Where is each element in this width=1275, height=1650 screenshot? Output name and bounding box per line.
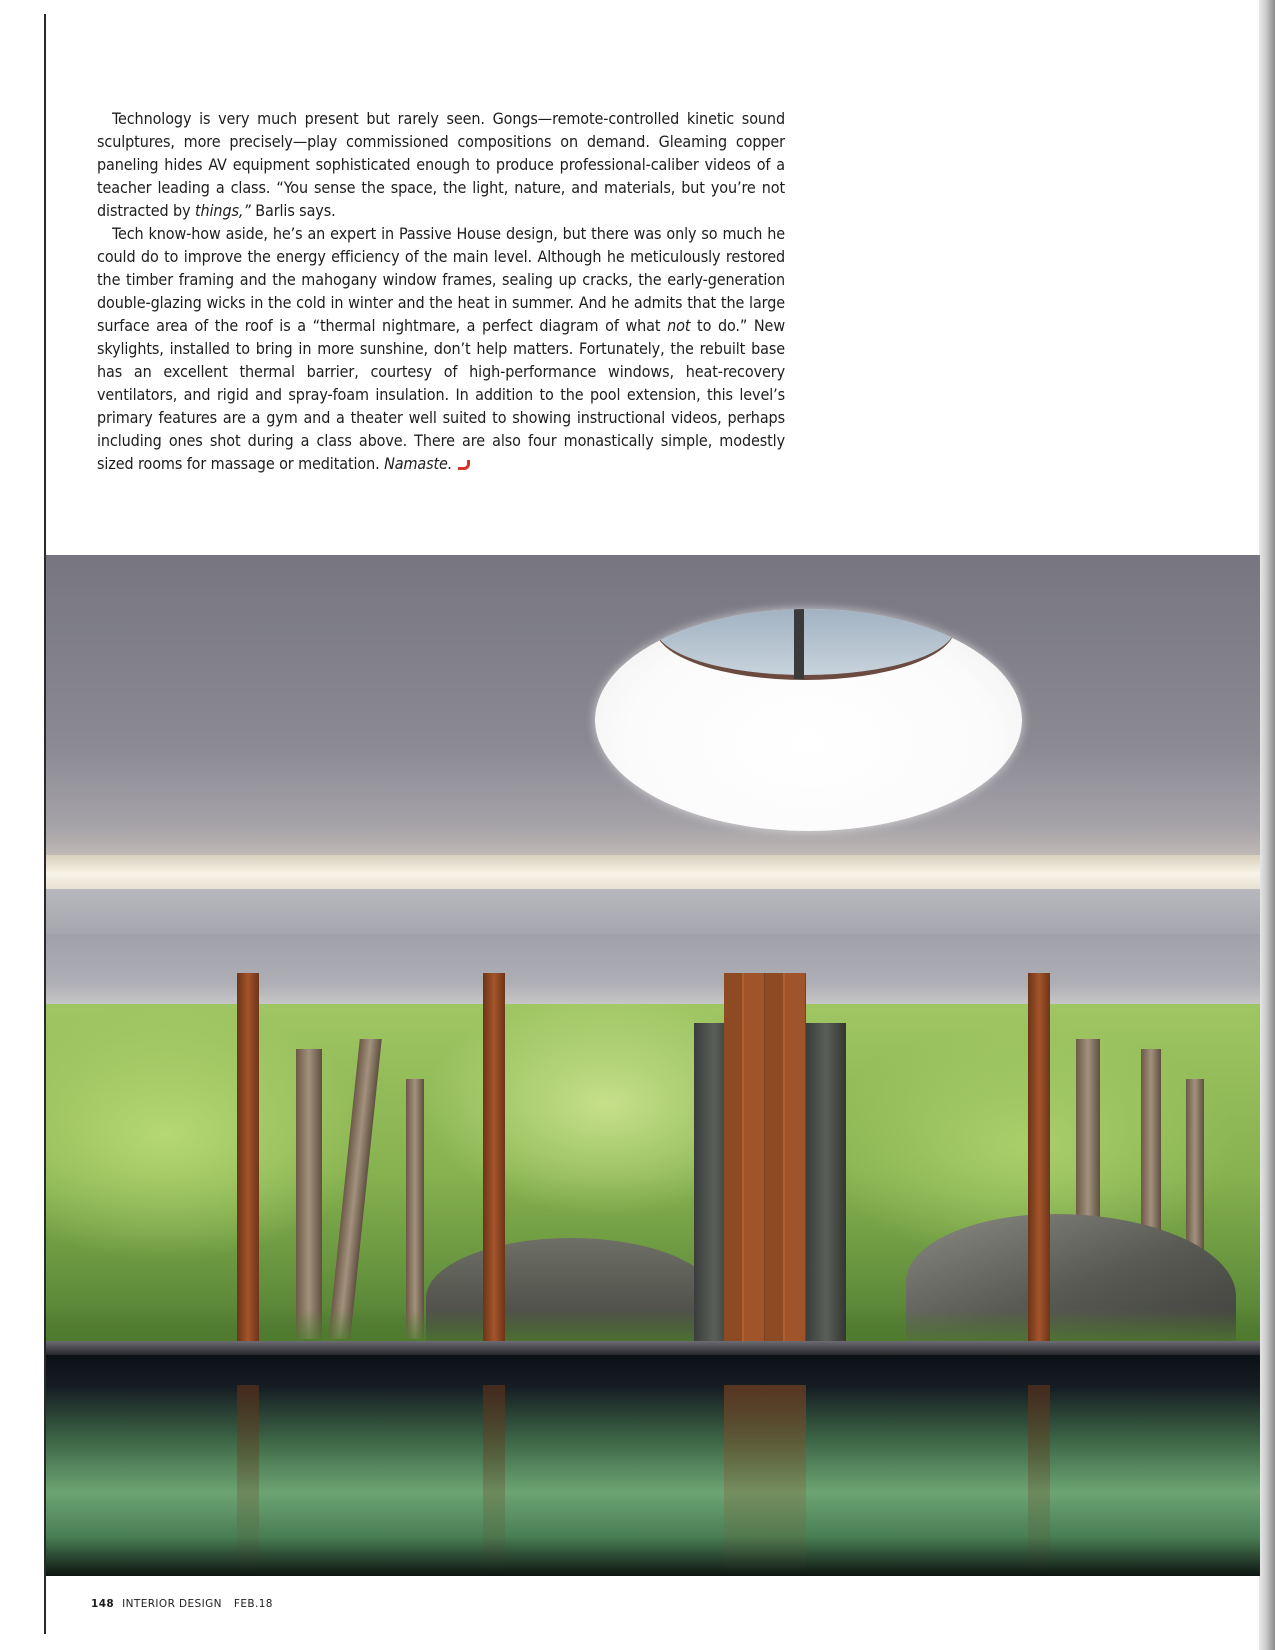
text-run: Tech know-how aside, he’s an expert in Passive House design, but there was only so much he could do to improve the energy efficiency of the main level. Although he meticulously restored the timber framing and the mahogany window frames, sealing up cracks, the early-generation double-glazing wicks in the cold in winter and the heat in summer. And he admits that the large surface area of the roof is a “thermal nightmare, a perfect diagram of what: [97, 224, 785, 335]
post-reflection: [237, 1385, 259, 1575]
pool-water: [46, 1355, 1260, 1576]
wood-clad-column: [724, 973, 806, 1345]
magazine-name: INTERIOR DESIGN: [122, 1598, 222, 1610]
skylight-mullion: [794, 609, 804, 679]
text-run-italic: things,”: [194, 201, 251, 220]
issue-date: FEB.18: [233, 1598, 273, 1610]
skylight-glass: [655, 609, 955, 680]
wood-window-post: [1028, 973, 1050, 1343]
text-run: to do.” New skylights, installed to bring in more sunshine, don’t help matters. Fortunately, the rebuilt base has an excellent thermal barrier, courtesy of high-performance windows, heat-recovery ventilators, and rigid and spray-foam insulation. In addition to the pool extension, this level’s primary features are a gym and a theater well suited to showing instructional videos, perhaps including ones shot during a class above. There are also four monastically simple, modestly sized rooms for massage or meditation.: [97, 316, 785, 473]
wood-window-post: [237, 973, 259, 1343]
forest-view: [46, 1004, 1260, 1379]
text-run: Barlis says.: [250, 201, 336, 220]
tree-trunk: [296, 1049, 322, 1339]
article-paragraph-1: [97, 107, 785, 222]
wood-window-post: [483, 973, 505, 1343]
ceiling-soffit: [46, 934, 1260, 1004]
window-sill: [46, 1341, 1260, 1355]
oval-skylight: [595, 609, 1022, 831]
tree-trunk: [406, 1079, 424, 1339]
article-body: [97, 107, 785, 475]
tree-trunk: [328, 1039, 382, 1339]
page-number: 148: [91, 1598, 115, 1610]
ceiling-fascia: [46, 889, 1260, 934]
text-run-italic: not: [667, 316, 691, 335]
stone-column: [806, 1023, 846, 1343]
post-reflection: [483, 1385, 505, 1575]
end-of-story-icon: [458, 460, 470, 470]
page-edge-shadow: [1259, 0, 1275, 1650]
text-run-italic: Namaste.: [384, 454, 453, 473]
post-reflection: [1028, 1385, 1050, 1575]
text-run: Technology is very much present but rarely seen. Gongs—remote-controlled kinetic sound sculptures, more precisely—play commissioned compositions on demand. Gleaming copper paneling hides AV equipment sophisticated enough to produce professional-caliber videos of a teacher leading a class. “You sense the space, the light, nature, and materials, but you’re not distracted by: [97, 109, 785, 220]
article-paragraph-2: [97, 222, 785, 475]
cove-light-strip: [46, 855, 1260, 889]
pool-photo: [46, 555, 1260, 1576]
column-reflection: [724, 1385, 806, 1575]
page-footer: [91, 1598, 273, 1610]
